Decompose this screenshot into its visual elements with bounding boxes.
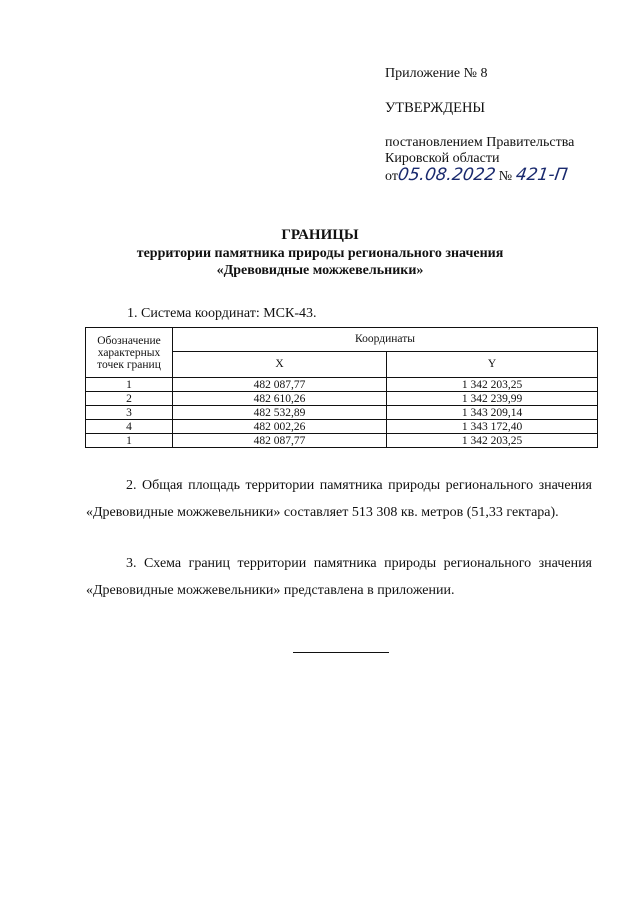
approval-block [385,66,574,185]
table-row [86,378,598,392]
date-prefix: от [385,169,398,184]
handwritten-date: 05.08.2022 [396,165,497,185]
paragraph-scheme-text: 3. Схема границ территории памятника природы регионального значения «Древовидные можжевельники» представлена в приложении. [86,556,592,598]
y-cell: 1 343 172,40 [387,420,598,434]
coordinate-system-text: 1. Система координат: МСК-43. [127,306,317,321]
number-prefix: № [498,169,513,184]
x-cell: 482 532,89 [173,406,387,420]
y-cell: 1 342 203,25 [387,434,598,448]
table-row [86,392,598,406]
y-header: Y [387,351,598,377]
appendix-number: Приложение № 8 [385,66,488,81]
x-cell: 482 610,26 [173,392,387,406]
coordinates-table [85,327,598,448]
title-line-2: территории памятника природы регионального значения [136,246,504,261]
document-title [0,227,640,279]
x-cell: 482 087,77 [173,434,387,448]
point-cell: 1 [86,434,173,448]
table-row [86,406,598,420]
y-cell: 1 342 239,99 [387,392,598,406]
resolution-line-1: постановлением Правительства [385,135,575,150]
point-cell: 1 [86,378,173,392]
title-line-1: ГРАНИЦЫ [281,227,359,243]
approved-heading: УТВЕРЖДЕНЫ [385,100,486,116]
point-cell: 3 [86,406,173,420]
resolution-line-2: Кировской области [385,151,500,166]
paragraph-scheme [86,550,592,604]
designation-header: Обозначение характерных точек границ [86,328,173,378]
x-header: X [173,351,387,377]
handwritten-number: 421-П [514,165,569,185]
resolution-date-line [385,167,574,185]
closing-rule [293,652,389,653]
title-line-3: «Древовидные можжевельники» [216,263,424,278]
table-row [86,420,598,434]
x-cell: 482 087,77 [173,378,387,392]
point-cell: 4 [86,420,173,434]
paragraph-area [86,472,592,526]
paragraph-area-text: 2. Общая площадь территории памятника природы регионального значения «Древовидные можжевельники» составляет 513 308 кв. метров (51,33 гектара). [86,478,592,520]
x-cell: 482 002,26 [173,420,387,434]
point-cell: 2 [86,392,173,406]
y-cell: 1 343 209,14 [387,406,598,420]
table-row [86,434,598,448]
y-cell: 1 342 203,25 [387,378,598,392]
coordinates-header: Координаты [173,328,598,352]
